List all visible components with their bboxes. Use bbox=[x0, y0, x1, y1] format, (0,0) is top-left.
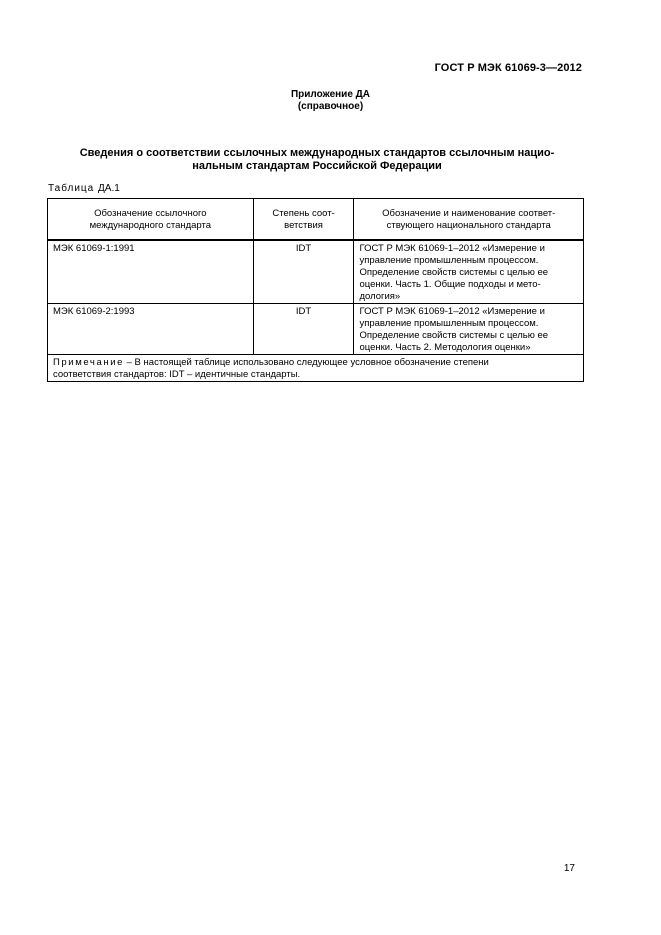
document-title-line-1: Сведения о соответствии ссылочных международных стандартов ссылочным нацио- bbox=[79, 147, 555, 159]
table-note-row bbox=[48, 355, 584, 382]
document-title bbox=[50, 147, 584, 173]
table-row bbox=[48, 304, 584, 355]
document-title-line-2: нальным стандартам Российской Федерации bbox=[192, 160, 442, 172]
appendix-heading bbox=[0, 89, 661, 113]
correspondence-table bbox=[47, 198, 584, 382]
table-caption-label: Таблица bbox=[48, 183, 95, 194]
cell-national: ГОСТ Р МЭК 61069-1–2012 «Измерение и управление промышленным процессом. Определение свойств системы с целью ее оценки. Часть 1. Общие подходы и мето- дология» bbox=[354, 240, 584, 304]
header-international-standard: Обозначение ссылочного международного стандарта bbox=[48, 199, 254, 241]
header-degree: Степень соот- ветствия bbox=[253, 199, 354, 241]
document-header: ГОСТ Р МЭК 61069-3—2012 bbox=[434, 62, 582, 74]
cell-degree: IDT bbox=[253, 240, 354, 304]
header-national-standard: Обозначение и наименование соответ- ствующего национального стандарта bbox=[354, 199, 584, 241]
table-caption-number: ДА.1 bbox=[98, 183, 120, 194]
table-row bbox=[48, 240, 584, 304]
page-number: 17 bbox=[563, 863, 575, 874]
cell-international: МЭК 61069-2:1993 bbox=[48, 304, 254, 355]
table-caption bbox=[48, 183, 120, 194]
table-note-line-2: соответствия стандартов: IDT – идентичные стандарты. bbox=[53, 369, 301, 380]
table-note bbox=[48, 355, 584, 382]
table-note-line-1: Примечание – В настоящей таблице использовано следующее условное обозначение степени bbox=[53, 357, 489, 368]
cell-national: ГОСТ Р МЭК 61069-1–2012 «Измерение и управление промышленным процессом. Определение свойств системы с целью ее оценки. Часть 2. Методология оценки» bbox=[354, 304, 584, 355]
appendix-subtitle: (справочное) bbox=[297, 101, 364, 112]
cell-degree: IDT bbox=[253, 304, 354, 355]
table-header-row bbox=[48, 199, 584, 241]
cell-international: МЭК 61069-1:1991 bbox=[48, 240, 254, 304]
appendix-title: Приложение ДА bbox=[290, 89, 371, 100]
table-note-label: Примечание bbox=[53, 357, 124, 368]
